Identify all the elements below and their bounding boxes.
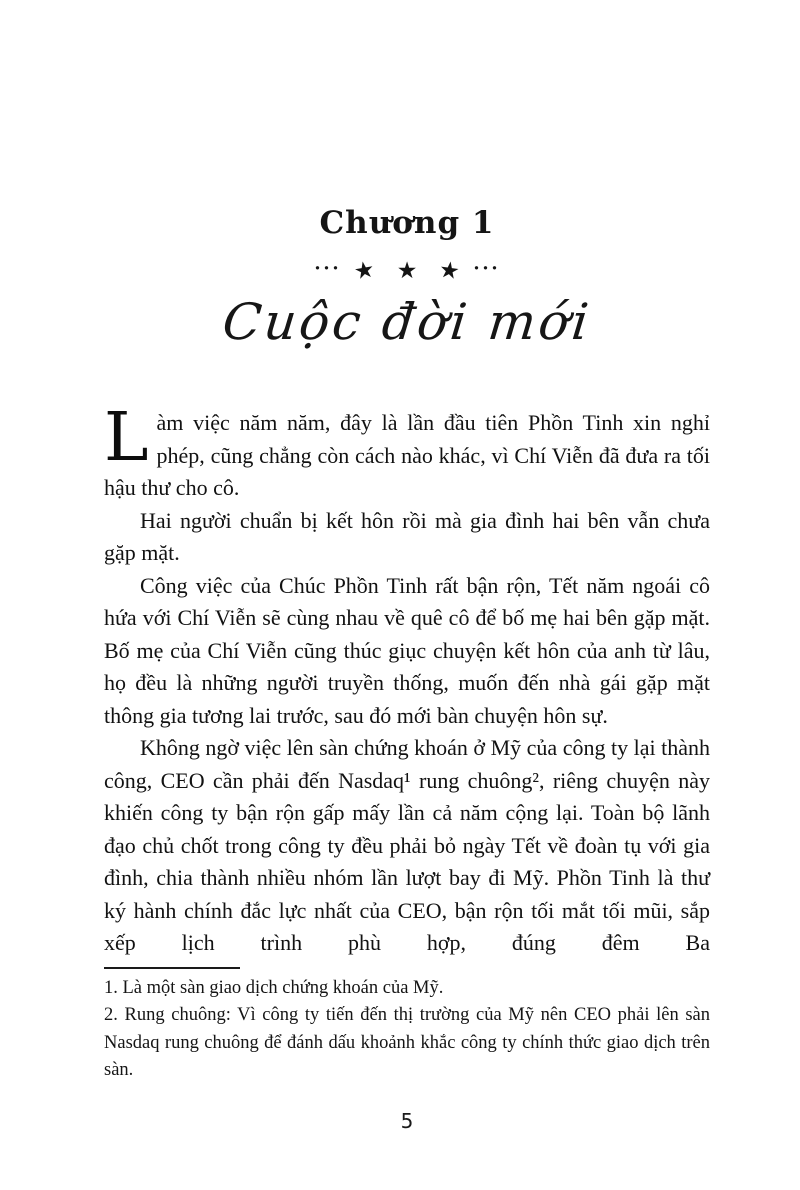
chapter-ornament (104, 254, 710, 288)
paragraph-text: àm việc năm năm, đây là lần đầu tiên Phồn Tinh xin nghỉ phép, cũng chẳng còn cách nào khác, vì Chí Viễn đã đưa ra tối hậu thư cho cô. (104, 410, 710, 500)
chapter-title: Cuộc đời mới (219, 293, 595, 351)
footnote: 2. Rung chuông: Vì công ty tiến đến thị trường của Mỹ nên CEO phải lên sàn Nasdaq rung chuông để đánh dấu khoảnh khắc công ty chính thức giao dịch trên sàn. (104, 1005, 710, 1080)
footnote: 1. Là một sàn giao dịch chứng khoán của Mỹ. (104, 977, 444, 998)
chapter-label: Chương 1 (319, 205, 495, 241)
body-text (104, 398, 710, 960)
star-icon: ★ (351, 256, 377, 285)
paragraph: Công việc của Chúc Phồn Tinh rất bận rộn, Tết năm ngoái cô hứa với Chí Viễn sẽ cùng nhau về quê cô để bố mẹ hai bên gặp mặt. Bố mẹ của Chí Viễn cũng thúc giục chuyện kết hôn của anh từ lâu, họ đều là những người truyền thống, muốn đến nhà gái gặp mặt thông gia tương lai trước, sau đó mới bàn chuyện hôn sự. (104, 572, 710, 728)
paragraph: Không ngờ việc lên sàn chứng khoán ở Mỹ của công ty lại thành công, CEO cần phải đến Nasdaq¹ rung chuông², riêng chuyện này khiến công ty bận rộn gấp mấy lần cả năm cộng lại. Toàn bộ lãnh đạo chủ chốt trong công ty đều phải bỏ ngày Tết về đoàn tụ với gia đình, chia thành nhiều nhóm lần lượt bay đi Mỹ. Phồn Tinh là thư ký hành chính đắc lực nhất của CEO, bận rộn tối mắt tối mũi, sắp xếp lịch trình phù hợp, đúng đêm Ba (104, 735, 710, 955)
star-icon: ★ (437, 256, 462, 285)
ornament-dots-left: ··· (314, 256, 342, 280)
footnote-section (104, 967, 710, 1133)
star-icon: ★ (396, 258, 418, 283)
paragraph (104, 398, 710, 505)
paragraph: Hai người chuẩn bị kết hôn rồi mà gia đình hai bên vẫn chưa gặp mặt. (104, 507, 710, 565)
chapter-header (104, 205, 710, 352)
ornament-dots-right: ··· (472, 256, 500, 280)
page-number: 5 (400, 1108, 414, 1133)
footnote-divider (104, 967, 240, 969)
drop-cap: L (104, 398, 149, 476)
